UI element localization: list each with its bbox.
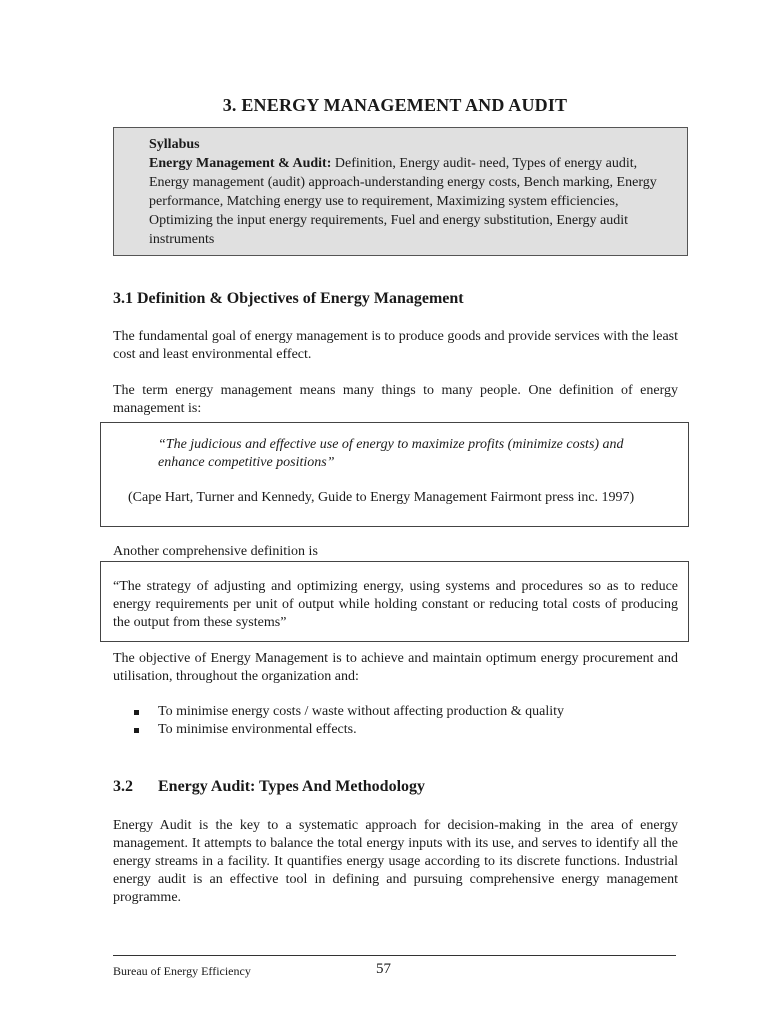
- quote-citation: (Cape Hart, Turner and Kennedy, Guide to Energy Management Fairmont press inc. 1997): [128, 490, 635, 505]
- footer-publisher: Bureau of Energy Efficiency: [113, 964, 251, 978]
- definition-quote: “The judicious and effective use of energy to maximize profits (minimize costs) and enhance competitive positions”: [158, 437, 624, 470]
- syllabus-topic-label: Energy Management & Audit:: [149, 156, 332, 171]
- comprehensive-definition: “The strategy of adjusting and optimizing energy, using systems and procedures so as to reduce energy requirements per unit of output while holding constant or reducing total costs of producing the output from these systems”: [113, 579, 678, 630]
- list-item-text: To minimise energy costs / waste without affecting production & quality: [158, 704, 564, 719]
- list-item: [113, 721, 564, 739]
- paragraph-objective: The objective of Energy Management is to achieve and maintain optimum energy procurement and utilisation, throughout the organization and:: [113, 651, 678, 684]
- syllabus-box: [113, 127, 688, 256]
- bullet-icon: [134, 728, 139, 733]
- footer-divider: [113, 955, 676, 956]
- paragraph-goal: The fundamental goal of energy management is to produce goods and provide services with the least cost and least environmental effect.: [113, 329, 678, 362]
- quote-box: [100, 422, 689, 527]
- bullet-icon: [134, 710, 139, 715]
- list-item-text: To minimise environmental effects.: [158, 722, 357, 737]
- section-title: Energy Audit: Types And Methodology: [158, 778, 426, 795]
- syllabus-topic-text: Definition, Energy audit- need, Types of energy audit, Energy management (audit) approach-understanding energy costs, Bench marking, Energy performance, Matching energy use to requirement, Maximizing system efficiencies, Optimizing the input energy requirements, Fuel and energy substitution, Energy audit instruments: [149, 156, 657, 247]
- section-3-1-heading: 3.1 Definition & Objectives of Energy Management: [113, 290, 464, 307]
- chapter-title: 3. ENERGY MANAGEMENT AND AUDIT: [222, 95, 568, 115]
- syllabus-label: Syllabus: [149, 137, 200, 152]
- paragraph-term: The term energy management means many things to many people. One definition of energy management is:: [113, 383, 678, 416]
- objective-list: [113, 703, 564, 739]
- definition-box: [100, 561, 689, 642]
- paragraph-energy-audit: Energy Audit is the key to a systematic approach for decision-making in the area of energy management. It attempts to balance the total energy inputs with its use, and serves to identify all the energy streams in a facility. It quantifies energy usage according to its discrete functions. Industrial energy audit is an effective tool in defining and pursuing comprehensive energy management programme.: [113, 818, 678, 905]
- section-number: 3.2: [113, 778, 133, 795]
- section-3-2-heading: [113, 777, 425, 797]
- paragraph-another-definition: Another comprehensive definition is: [113, 544, 318, 559]
- page-number: 57: [376, 961, 391, 977]
- syllabus-content: [149, 156, 657, 247]
- list-item: [113, 703, 564, 721]
